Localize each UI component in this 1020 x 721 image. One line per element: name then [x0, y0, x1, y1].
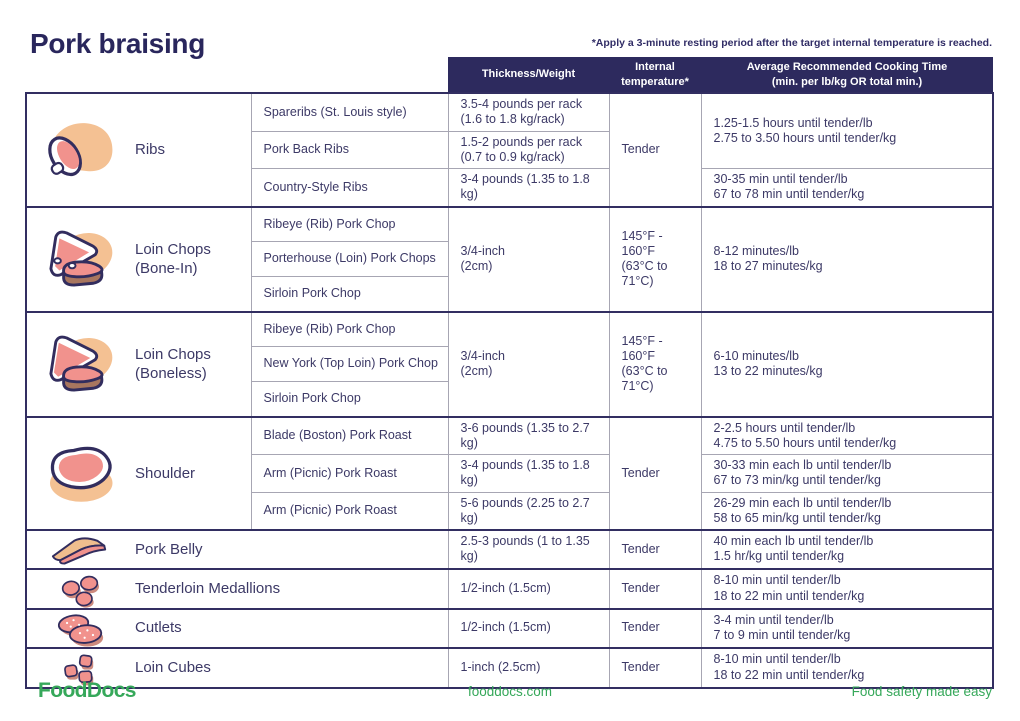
loin-chop-boneless-icon	[33, 327, 127, 401]
cut-cell: Blade (Boston) Pork Roast	[251, 417, 448, 455]
internal-temp-cell: 145°F - 160°F (63°C to 71°C)	[609, 207, 701, 312]
category-cell-pork-belly	[26, 530, 448, 569]
footer-website: fooddocs.com	[467, 684, 553, 699]
table-row	[26, 530, 993, 569]
cut-cell: Sirloin Pork Chop	[251, 382, 448, 417]
cut-cell: Ribeye (Rib) Pork Chop	[251, 312, 448, 347]
category-cell-ribs	[26, 93, 251, 207]
column-header-cooking-time: Average Recommended Cooking Time (min. per lb/kg OR total min.)	[701, 57, 993, 93]
table-row	[26, 207, 993, 242]
category-cell-cutlets	[26, 609, 448, 648]
thickness-cell: 3-4 pounds (1.35 to 1.8 kg)	[448, 455, 609, 493]
cut-cell: Spareribs (St. Louis style)	[251, 93, 448, 131]
cut-cell: Arm (Picnic) Pork Roast	[251, 492, 448, 530]
cutlets-icon	[33, 610, 127, 647]
table-row	[26, 93, 993, 131]
cut-cell: New York (Top Loin) Pork Chop	[251, 347, 448, 382]
internal-temp-cell: Tender	[609, 417, 701, 531]
column-header-thickness: Thickness/Weight	[448, 57, 609, 93]
fooddocs-logo: FoodDocs	[38, 679, 136, 702]
shoulder-icon	[33, 438, 127, 508]
category-label: Pork Belly	[135, 540, 203, 558]
cut-cell: Sirloin Pork Chop	[251, 277, 448, 312]
thickness-cell: 1/2-inch (1.5cm)	[448, 569, 609, 609]
thickness-cell: 5-6 pounds (2.25 to 2.7 kg)	[448, 492, 609, 530]
table-row	[26, 417, 993, 455]
resting-period-note: *Apply a 3-minute resting period after the target internal temperature is reached.	[591, 37, 992, 49]
cut-cell: Pork Back Ribs	[251, 131, 448, 169]
table-header-row	[26, 57, 993, 93]
loin-chop-bone-in-icon	[33, 222, 127, 296]
internal-temp-cell: Tender	[609, 93, 701, 207]
category-cell-tenderloin-medallions	[26, 569, 448, 609]
category-label: Ribs	[135, 141, 166, 158]
internal-temp-cell: Tender	[609, 530, 701, 569]
table-row	[26, 569, 993, 609]
table-row	[26, 648, 993, 688]
cooking-time-cell: 8-12 minutes/lb 18 to 27 minutes/kg	[701, 207, 993, 312]
cut-cell: Country-Style Ribs	[251, 169, 448, 207]
cooking-time-cell: 1.25-1.5 hours until tender/lb 2.75 to 3.50 hours until tender/kg	[701, 93, 993, 169]
footer-tagline: Food safety made easy	[851, 684, 992, 699]
cooking-time-cell: 8-10 min until tender/lb 18 to 22 min until tender/kg	[701, 648, 993, 688]
cooking-time-cell: 30-35 min until tender/lb 67 to 78 min until tender/kg	[701, 169, 993, 207]
cooking-time-cell: 40 min each lb until tender/lb 1.5 hr/kg until tender/kg	[701, 530, 993, 569]
category-label: Loin Chops (Boneless)	[135, 345, 211, 382]
cut-cell: Porterhouse (Loin) Pork Chops	[251, 242, 448, 277]
table-row	[26, 609, 993, 648]
thickness-cell: 1-inch (2.5cm)	[448, 648, 609, 688]
category-label: Loin Chops (Bone-In)	[135, 240, 211, 277]
thickness-cell: 2.5-3 pounds (1 to 1.35 kg)	[448, 530, 609, 569]
internal-temp-cell: Tender	[609, 569, 701, 609]
cut-cell: Arm (Picnic) Pork Roast	[251, 455, 448, 493]
cooking-time-cell: 8-10 min until tender/lb 18 to 22 min until tender/kg	[701, 569, 993, 609]
category-cell-shoulder	[26, 417, 251, 531]
cut-cell: Ribeye (Rib) Pork Chop	[251, 207, 448, 242]
page-title: Pork braising	[30, 28, 206, 59]
cooking-time-cell: 3-4 min until tender/lb 7 to 9 min until tender/kg	[701, 609, 993, 648]
internal-temp-cell: 145°F - 160°F (63°C to 71°C)	[609, 312, 701, 417]
thickness-cell: 1/2-inch (1.5cm)	[448, 609, 609, 648]
cooking-time-cell: 6-10 minutes/lb 13 to 22 minutes/kg	[701, 312, 993, 417]
thickness-cell: 3/4-inch (2cm)	[448, 207, 609, 312]
category-cell-loin-chops-bone-in	[26, 207, 251, 312]
pork-belly-icon	[33, 533, 127, 566]
braising-table	[25, 57, 994, 689]
category-cell-loin-chops-boneless	[26, 312, 251, 417]
tenderloin-medallions-icon	[33, 570, 127, 608]
cooking-time-cell: 2-2.5 hours until tender/lb 4.75 to 5.50 hours until tender/kg	[701, 417, 993, 455]
internal-temp-cell: Tender	[609, 609, 701, 648]
header-spacer	[26, 57, 448, 93]
category-label: Tenderloin Medallions	[135, 579, 281, 597]
category-label: Loin Cubes	[135, 658, 211, 676]
category-label: Shoulder	[135, 464, 196, 482]
thickness-cell: 1.5-2 pounds per rack (0.7 to 0.9 kg/rack)	[448, 131, 609, 169]
cooking-time-cell: 26-29 min each lb until tender/lb 58 to 65 min/kg until tender/kg	[701, 492, 993, 530]
table-row	[26, 312, 993, 347]
internal-temp-cell: Tender	[609, 648, 701, 688]
category-label: Cutlets	[135, 619, 182, 637]
thickness-cell: 3-4 pounds (1.35 to 1.8 kg)	[448, 169, 609, 207]
cooking-time-cell: 30-33 min each lb until tender/lb 67 to 73 min/kg until tender/kg	[701, 455, 993, 493]
ribs-icon	[33, 113, 127, 187]
thickness-cell: 3.5-4 pounds per rack (1.6 to 1.8 kg/rack)	[448, 93, 609, 131]
column-header-internal-temperature: Internal temperature*	[609, 57, 701, 93]
thickness-cell: 3-6 pounds (1.35 to 2.7 kg)	[448, 417, 609, 455]
thickness-cell: 3/4-inch (2cm)	[448, 312, 609, 417]
